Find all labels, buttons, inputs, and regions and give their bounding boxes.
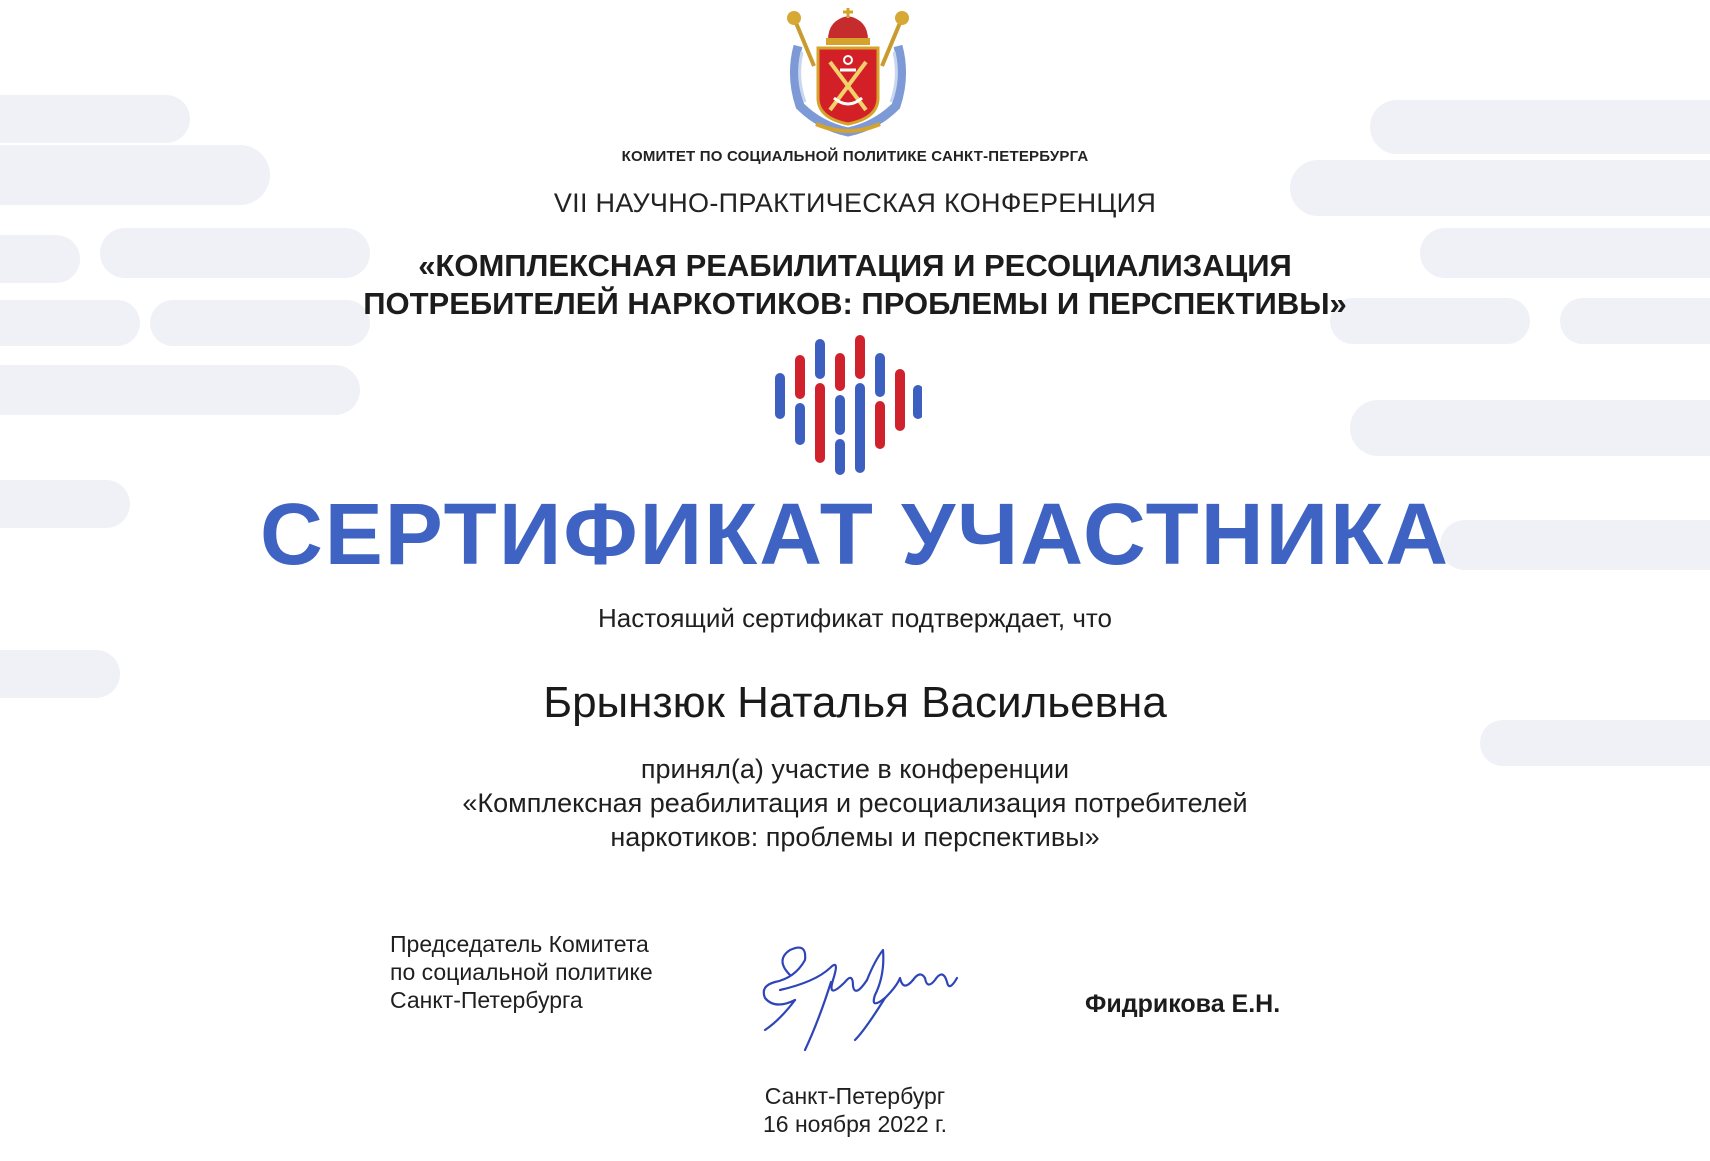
committee-name: КОМИТЕТ ПО СОЦИАЛЬНОЙ ПОЛИТИКЕ САНКТ-ПЕТЕРБУРГА	[621, 148, 1089, 165]
signatory-position-line-3: Санкт-Петербурга	[390, 987, 583, 1013]
signatory-position	[390, 930, 653, 1014]
issue-date: 16 ноября 2022 г.	[763, 1111, 947, 1137]
conference-title-line-1: «КОМПЛЕКСНАЯ РЕАБИЛИТАЦИЯ И РЕСОЦИАЛИЗАЦИЯ	[418, 248, 1292, 283]
participation-line-1: принял(а) участие в конференции	[640, 754, 1070, 784]
participant-name: Брынзюк Наталья Васильевна	[543, 678, 1167, 727]
conference-title-line-2: ПОТРЕБИТЕЛЕЙ НАРКОТИКОВ: ПРОБЛЕМЫ И ПЕРСПЕКТИВЫ»	[363, 286, 1347, 321]
signatory-position-line-1: Председатель Комитета	[390, 931, 649, 957]
certificate-title: СЕРТИФИКАТ УЧАСТНИКА	[259, 486, 1451, 583]
conference-title	[0, 247, 1710, 323]
issue-city: Санкт-Петербург	[764, 1083, 946, 1109]
saint-petersburg-coat-of-arms-icon	[780, 6, 916, 140]
participation-text	[0, 752, 1710, 854]
conference-bars-logo-icon	[772, 334, 922, 476]
signatory-position-line-2: по социальной политике	[390, 959, 653, 985]
confirmation-text: Настоящий сертификат подтверждает, что	[598, 603, 1112, 633]
conference-edition: VII НАУЧНО-ПРАКТИЧЕСКАЯ КОНФЕРЕНЦИЯ	[553, 188, 1157, 218]
participation-line-3: наркотиков: проблемы и перспективы»	[610, 822, 1100, 852]
participation-line-2: «Комплексная реабилитация и ресоциализация потребителей	[462, 788, 1248, 818]
signatory-name: Фидрикова Е.Н.	[1085, 990, 1281, 1018]
handwritten-signature-icon	[735, 920, 985, 1065]
issue-place-date	[0, 1082, 1710, 1138]
